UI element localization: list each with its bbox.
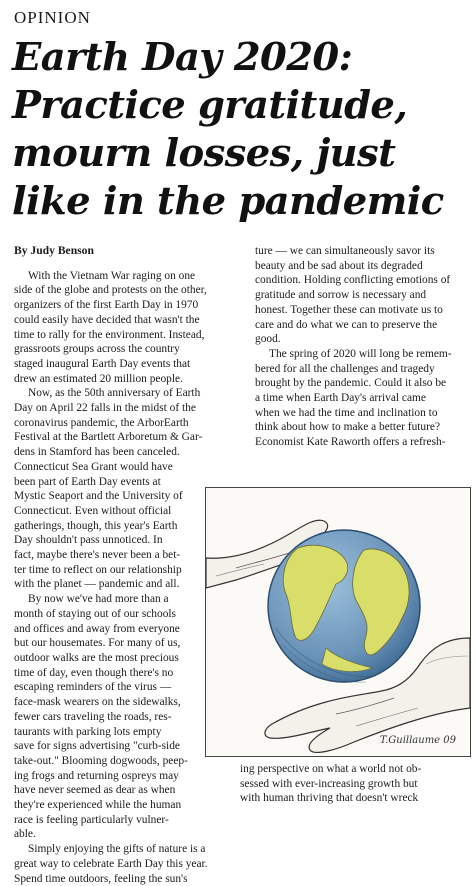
section-label: OPINION — [14, 8, 91, 27]
globe-in-hands-drawing — [206, 488, 470, 756]
headline-line: like in the pandemic — [12, 179, 444, 224]
text-line: race is feeling particularly vulner- — [14, 813, 169, 826]
text-line: with human thriving that doesn't wreck — [240, 792, 419, 805]
text-line: taurants with parking lots empty — [14, 725, 162, 738]
text-line: ing frogs and returning ospreys may — [14, 769, 179, 782]
paragraph-r2 — [255, 347, 467, 450]
artist-signature: T.Guillaume 09 — [379, 735, 456, 746]
text-line: month of staying out of our schools — [14, 607, 176, 620]
text-line: Simply enjoying the gifts of nature is a — [28, 843, 206, 856]
text-line: fact, maybe there's never been a bet- — [14, 549, 181, 562]
right-column-bottom — [240, 762, 466, 806]
text-line: Day shouldn't pass unnoticed. In — [14, 534, 163, 547]
text-line: drew an estimated 20 million people. — [14, 372, 183, 385]
text-line: take-out." Blooming dogwoods, peep- — [14, 754, 188, 767]
text-line: beauty and be sad about its degraded — [255, 259, 423, 272]
text-line: could easily have decided that wasn't the — [14, 313, 200, 326]
text-line: Mystic Seaport and the University of — [14, 490, 183, 503]
text-line: Connecticut. Even without official — [14, 504, 172, 517]
headline-line: Earth Day 2020: — [12, 35, 353, 80]
text-line: when we had the time and inclination to — [255, 406, 438, 419]
text-line: ter time to reflect on our relationship — [14, 563, 182, 576]
text-line: they're experienced while the human — [14, 799, 182, 812]
text-line: good. — [255, 333, 281, 346]
text-line: Economist Kate Raworth offers a refresh- — [255, 436, 446, 449]
text-line: With the Vietnam War raging on one — [28, 269, 196, 282]
text-line: sessed with ever-increasing growth but — [240, 777, 418, 790]
text-line: brought by the pandemic. Could it also be — [255, 377, 447, 390]
right-column-top — [255, 244, 467, 450]
text-line: fewer cars traveling the roads, res- — [14, 710, 172, 723]
headline-line: Practice gratitude, — [12, 83, 408, 128]
text-line: side of the globe and protests on the other, — [14, 284, 207, 297]
text-line: The spring of 2020 will long be remem- — [269, 347, 452, 360]
headline-line: mourn losses, just — [12, 131, 396, 176]
text-line: face-mask wearers on the sidewalks, — [14, 696, 181, 709]
text-line: Now, as the 50th anniversary of Earth — [28, 387, 201, 400]
text-line: ing perspective on what a world not ob- — [240, 763, 422, 775]
text-line: Connecticut Sea Grant would have — [14, 460, 173, 473]
text-line: and offices and away from everyone — [14, 622, 180, 635]
text-line: great way to celebrate Earth Day this year. — [14, 857, 208, 870]
text-line: a time when Earth Day's arrival came — [255, 392, 426, 405]
text-line: coronavirus pandemic, the ArborEarth — [14, 416, 189, 429]
text-line: staged inaugural Earth Day events that — [14, 357, 191, 370]
text-line: save for signs advertising "curb-side — [14, 740, 180, 753]
text-line: escaping reminders of the virus — — [14, 681, 172, 694]
text-line: Spend time outdoors, feeling the sun's — [14, 872, 188, 885]
text-line: honest. Together these can motivate us to — [255, 303, 443, 316]
paragraph-1 — [14, 269, 246, 387]
text-line: able. — [14, 828, 36, 841]
text-line: have never seemed as dear as when — [14, 784, 176, 797]
text-line: think about how to make a better future? — [255, 421, 441, 434]
text-line: condition. Holding conflicting emotions of — [255, 274, 451, 287]
text-line: with the planet — pandemic and all. — [14, 578, 180, 591]
text-line: Day on April 22 falls in the midst of the — [14, 402, 196, 415]
text-line: time to rally for the environment. Instead, — [14, 328, 205, 341]
text-line: been part of Earth Day events at — [14, 475, 161, 488]
text-line: gratitude and sorrow is necessary and — [255, 289, 427, 302]
paragraph-4 — [14, 842, 246, 886]
byline: By Judy Benson — [14, 244, 94, 257]
text-line: ture — we can simultaneously savor its — [255, 245, 435, 257]
text-line: care and do what we can to preserve the — [255, 318, 438, 331]
text-line: time of day, even though there's no — [14, 666, 174, 679]
text-line: outdoor walks are the most precious — [14, 651, 179, 664]
text-line: By now we've had more than a — [28, 593, 169, 606]
text-line: dens in Stamford has been canceled. — [14, 446, 180, 459]
text-line: bered for all the challenges and tragedy — [255, 362, 435, 375]
text-line: Festival at the Bartlett Arboretum & Gar- — [14, 431, 203, 444]
text-line: but our housemates. For many of us, — [14, 637, 181, 650]
earth-hands-illustration — [205, 487, 471, 757]
paragraph-r1 — [255, 244, 467, 347]
headline — [12, 34, 464, 226]
text-line: grassroots groups across the country — [14, 343, 180, 356]
text-line: gatherings, though, this year's Earth — [14, 519, 178, 532]
text-line: organizers of the first Earth Day in 1970 — [14, 299, 199, 312]
